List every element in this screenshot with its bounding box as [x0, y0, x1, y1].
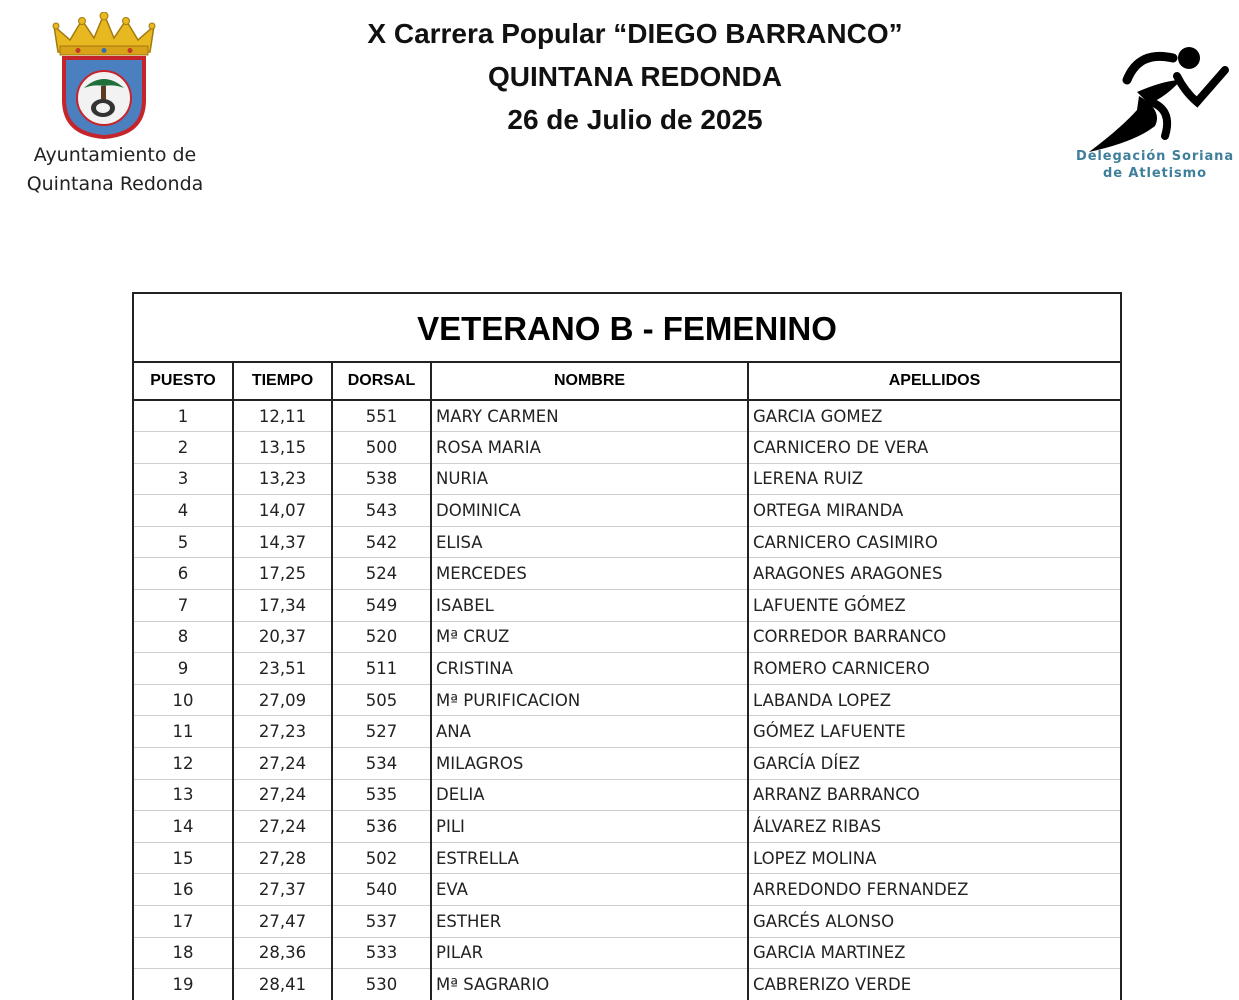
cell-apellidos: LAFUENTE GÓMEZ [748, 590, 1120, 622]
cell-dorsal: 542 [332, 526, 431, 558]
cell-nombre: EVA [431, 874, 748, 906]
cell-dorsal: 533 [332, 937, 431, 969]
cell-puesto: 9 [134, 653, 233, 685]
column-header-dorsal: DORSAL [332, 363, 431, 400]
cell-nombre: ISABEL [431, 590, 748, 622]
cell-puesto: 15 [134, 842, 233, 874]
cell-dorsal: 500 [332, 432, 431, 464]
column-header-tiempo: TIEMPO [233, 363, 332, 400]
cell-dorsal: 534 [332, 748, 431, 780]
cell-dorsal: 538 [332, 463, 431, 495]
cell-apellidos: GARCÍA DÍEZ [748, 748, 1120, 780]
cell-dorsal: 540 [332, 874, 431, 906]
table-row [134, 937, 1120, 969]
table-row [134, 653, 1120, 685]
cell-nombre: ANA [431, 716, 748, 748]
cell-puesto: 3 [134, 463, 233, 495]
table-row [134, 400, 1120, 432]
town-hall-caption-line2: Quintana Redonda [26, 173, 204, 195]
cell-tiempo: 13,23 [233, 463, 332, 495]
cell-dorsal: 502 [332, 842, 431, 874]
cell-nombre: ESTRELLA [431, 842, 748, 874]
cell-puesto: 6 [134, 558, 233, 590]
cell-nombre: CRISTINA [431, 653, 748, 685]
cell-tiempo: 14,37 [233, 526, 332, 558]
cell-apellidos: ÁLVAREZ RIBAS [748, 811, 1120, 843]
athletics-delegation-line2: de Atletismo [1103, 166, 1207, 181]
cell-nombre: DELIA [431, 779, 748, 811]
cell-nombre: ROSA MARIA [431, 432, 748, 464]
cell-dorsal: 537 [332, 906, 431, 938]
cell-puesto: 17 [134, 906, 233, 938]
table-row [134, 590, 1120, 622]
table-row [134, 558, 1120, 590]
column-header-nombre: NOMBRE [431, 363, 748, 400]
cell-nombre: PILI [431, 811, 748, 843]
event-date: 26 de Julio de 2025 [507, 104, 763, 135]
cell-puesto: 8 [134, 621, 233, 653]
table-row [134, 463, 1120, 495]
cell-dorsal: 543 [332, 495, 431, 527]
cell-nombre: NURIA [431, 463, 748, 495]
table-row [134, 526, 1120, 558]
cell-puesto: 7 [134, 590, 233, 622]
cell-nombre: Mª SAGRARIO [431, 969, 748, 1000]
column-header-puesto: PUESTO [134, 363, 233, 400]
cell-apellidos: ROMERO CARNICERO [748, 653, 1120, 685]
cell-nombre: MILAGROS [431, 748, 748, 780]
table-row [134, 842, 1120, 874]
cell-puesto: 19 [134, 969, 233, 1000]
cell-dorsal: 505 [332, 684, 431, 716]
cell-apellidos: GARCIA MARTINEZ [748, 937, 1120, 969]
cell-puesto: 18 [134, 937, 233, 969]
coat-of-arms-icon [48, 12, 160, 140]
cell-dorsal: 530 [332, 969, 431, 1000]
cell-tiempo: 17,34 [233, 590, 332, 622]
cell-tiempo: 27,47 [233, 906, 332, 938]
town-hall-caption-line1: Ayuntamiento de [33, 144, 197, 166]
cell-puesto: 2 [134, 432, 233, 464]
cell-puesto: 11 [134, 716, 233, 748]
cell-tiempo: 17,25 [233, 558, 332, 590]
table-row [134, 779, 1120, 811]
table-row [134, 874, 1120, 906]
cell-apellidos: GARCÉS ALONSO [748, 906, 1120, 938]
cell-nombre: DOMINICA [431, 495, 748, 527]
cell-apellidos: GÓMEZ LAFUENTE [748, 716, 1120, 748]
cell-puesto: 13 [134, 779, 233, 811]
cell-tiempo: 27,23 [233, 716, 332, 748]
cell-apellidos: CORREDOR BARRANCO [748, 621, 1120, 653]
results-table [134, 363, 1120, 1000]
cell-tiempo: 27,24 [233, 779, 332, 811]
cell-tiempo: 27,28 [233, 842, 332, 874]
cell-tiempo: 27,09 [233, 684, 332, 716]
cell-apellidos: ORTEGA MIRANDA [748, 495, 1120, 527]
table-header-row [134, 363, 1120, 400]
cell-tiempo: 27,24 [233, 811, 332, 843]
cell-tiempo: 28,41 [233, 969, 332, 1000]
cell-nombre: ESTHER [431, 906, 748, 938]
cell-dorsal: 511 [332, 653, 431, 685]
event-name: X Carrera Popular “DIEGO BARRANCO” [367, 18, 903, 49]
cell-nombre: Mª CRUZ [431, 621, 748, 653]
cell-apellidos: ARRANZ BARRANCO [748, 779, 1120, 811]
cell-puesto: 10 [134, 684, 233, 716]
cell-nombre: ELISA [431, 526, 748, 558]
cell-tiempo: 20,37 [233, 621, 332, 653]
cell-puesto: 14 [134, 811, 233, 843]
cell-nombre: PILAR [431, 937, 748, 969]
cell-tiempo: 12,11 [233, 400, 332, 432]
cell-apellidos: ARAGONES ARAGONES [748, 558, 1120, 590]
table-row [134, 969, 1120, 1000]
cell-puesto: 12 [134, 748, 233, 780]
results-table-panel [132, 292, 1122, 1000]
cell-apellidos: ARREDONDO FERNANDEZ [748, 874, 1120, 906]
cell-puesto: 5 [134, 526, 233, 558]
cell-dorsal: 527 [332, 716, 431, 748]
table-row [134, 432, 1120, 464]
cell-tiempo: 23,51 [233, 653, 332, 685]
athletics-delegation-line1: Delegación Soriana [1076, 149, 1234, 164]
cell-apellidos: LABANDA LOPEZ [748, 684, 1120, 716]
cell-apellidos: LERENA RUIZ [748, 463, 1120, 495]
runner-icon [1085, 40, 1233, 158]
table-row [134, 495, 1120, 527]
cell-nombre: MERCEDES [431, 558, 748, 590]
cell-apellidos: CARNICERO CASIMIRO [748, 526, 1120, 558]
athletics-delegation-caption [1066, 148, 1239, 182]
event-title [300, 12, 970, 141]
table-row [134, 621, 1120, 653]
table-row [134, 684, 1120, 716]
cell-puesto: 4 [134, 495, 233, 527]
cell-apellidos: GARCIA GOMEZ [748, 400, 1120, 432]
cell-tiempo: 28,36 [233, 937, 332, 969]
cell-dorsal: 549 [332, 590, 431, 622]
table-row [134, 716, 1120, 748]
cell-dorsal: 551 [332, 400, 431, 432]
cell-tiempo: 14,07 [233, 495, 332, 527]
cell-apellidos: CARNICERO DE VERA [748, 432, 1120, 464]
category-title: VETERANO B - FEMENINO [134, 294, 1120, 363]
cell-apellidos: LOPEZ MOLINA [748, 842, 1120, 874]
cell-dorsal: 535 [332, 779, 431, 811]
cell-dorsal: 524 [332, 558, 431, 590]
cell-dorsal: 536 [332, 811, 431, 843]
table-row [134, 748, 1120, 780]
cell-puesto: 1 [134, 400, 233, 432]
column-header-apellidos: APELLIDOS [748, 363, 1120, 400]
event-location: QUINTANA REDONDA [488, 61, 782, 92]
table-row [134, 811, 1120, 843]
town-hall-caption [10, 141, 220, 199]
table-row [134, 906, 1120, 938]
cell-puesto: 16 [134, 874, 233, 906]
cell-tiempo: 27,37 [233, 874, 332, 906]
cell-dorsal: 520 [332, 621, 431, 653]
cell-apellidos: CABRERIZO VERDE [748, 969, 1120, 1000]
cell-nombre: MARY CARMEN [431, 400, 748, 432]
cell-tiempo: 13,15 [233, 432, 332, 464]
cell-nombre: Mª PURIFICACION [431, 684, 748, 716]
cell-tiempo: 27,24 [233, 748, 332, 780]
